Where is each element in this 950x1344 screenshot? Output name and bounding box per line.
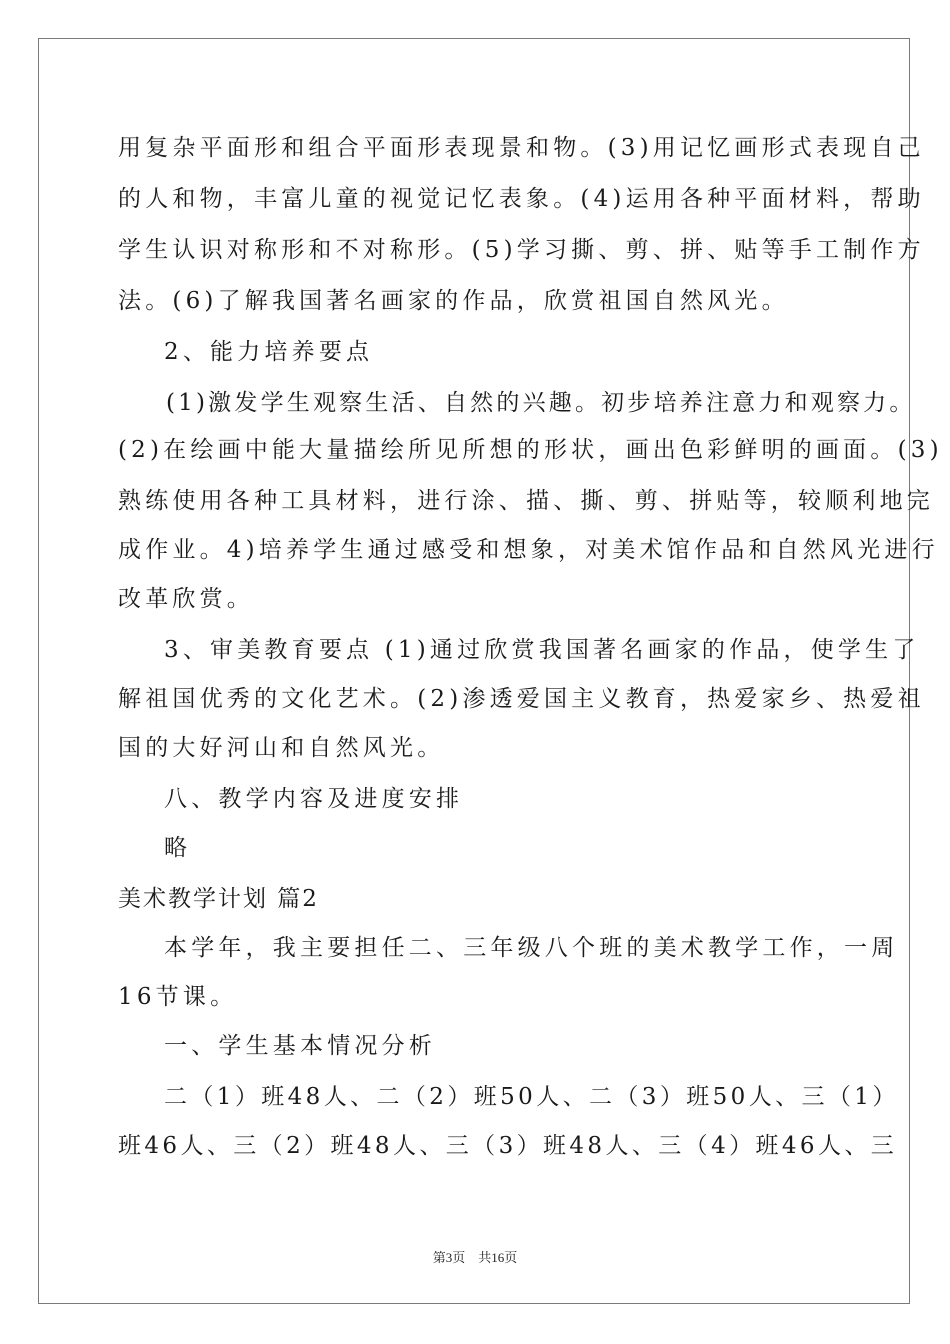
section-heading: 3、审美教育要点 (1)通过欣赏我国著名画家的作品，使学生了 [164,637,920,663]
text-line: 国的大好河山和自然风光。 [118,735,445,761]
text-line: 熟练使用各种工具材料，进行涂、描、撕、剪、拼贴等，较顺利地完 [118,488,934,514]
section-heading: 2、能力培养要点 [164,339,374,365]
text-line: 法。(6)了解我国著名画家的作品，欣赏祖国自然风光。 [118,288,789,314]
section-heading: 一、学生基本情况分析 [164,1033,436,1059]
text-line: 略 [164,835,192,861]
text-line: 学生认识对称形和不对称形。(5)学习撕、剪、拼、贴等手工制作方 [118,237,925,263]
text-line: 改革欣赏。 [118,586,254,612]
page-border [38,38,910,1304]
text-line: (2)在绘画中能大量描绘所见所想的形状，画出色彩鲜明的画面。(3) [118,437,943,463]
text-line: 二（1）班48人、二（2）班50人、二（3）班50人、三（1） [164,1084,899,1110]
text-line: 的人和物，丰富儿童的视觉记忆表象。(4)运用各种平面材料，帮助 [118,186,925,212]
text-line: 16节课。 [118,984,238,1010]
document-title: 美术教学计划 篇2 [118,886,319,912]
text-line: 解祖国优秀的文化艺术。(2)渗透爱国主义教育，热爱家乡、热爱祖 [118,686,925,712]
text-line: 班46人、三（2）班48人、三（3）班48人、三（4）班46人、三 [118,1133,898,1159]
text-line: 用复杂平面形和组合平面形表现景和物。(3)用记忆画形式表现自己 [118,135,925,161]
section-heading: 八、教学内容及进度安排 [164,786,464,812]
text-line: 本学年，我主要担任二、三年级八个班的美术教学工作，一周 [164,935,899,961]
text-line: 成作业。4)培养学生通过感受和想象，对美术馆作品和自然风光进行 [118,537,939,563]
page-number: 第3页 共16页 [432,1250,518,1265]
text-line: (1)激发学生观察生活、自然的兴趣。初步培养注意力和观察力。 [166,390,916,416]
